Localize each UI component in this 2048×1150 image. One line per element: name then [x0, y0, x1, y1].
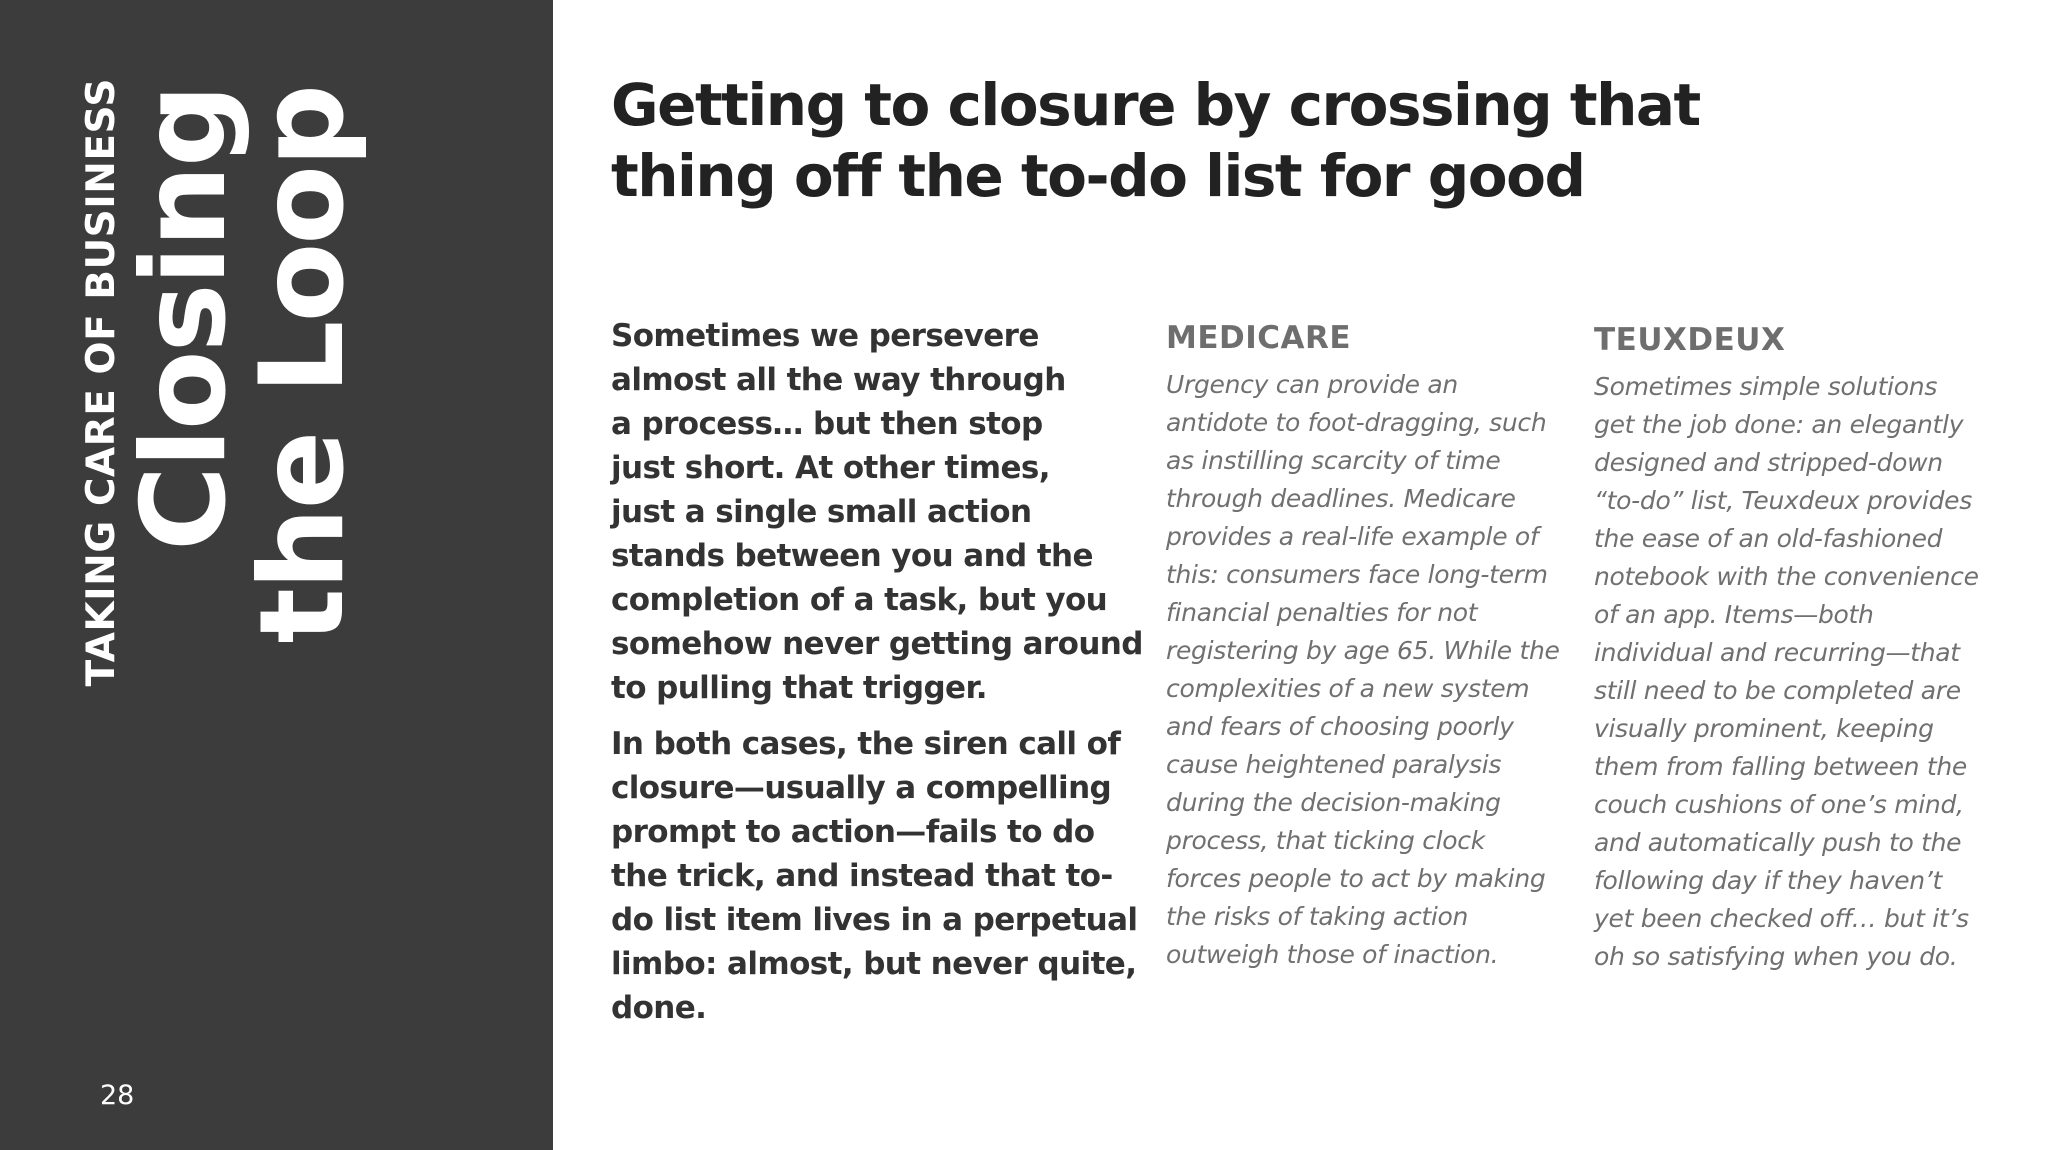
chapter-title-line: the Loop	[235, 86, 370, 644]
text-line: Sometimes simple solutions	[1594, 372, 1938, 401]
page-headline	[611, 70, 1711, 212]
chapter-title	[117, 86, 370, 644]
text-line: “to-do” list, Teuxdeux provides	[1594, 486, 1972, 515]
text-line: Urgency can provide an	[1166, 370, 1458, 399]
column-heading: TEUXDEUX	[1594, 322, 1786, 358]
text-line: individual and recurring—that	[1594, 638, 1960, 667]
headline-line: thing off the to-do list for good	[611, 142, 1585, 210]
sidebar-panel	[0, 0, 553, 1150]
text-line: just a single small action	[611, 494, 1032, 530]
text-line: and automatically push to the	[1594, 828, 1962, 857]
text-line: done.	[611, 990, 707, 1026]
text-line: antidote to foot-dragging, such	[1166, 408, 1547, 437]
text-line: process, that ticking clock	[1166, 826, 1485, 855]
text-line: a process… but then stop	[611, 406, 1043, 442]
rotated-title-wrap	[78, 78, 398, 688]
text-line: couch cushions of one’s mind,	[1594, 790, 1964, 819]
lead-paragraph	[611, 722, 1138, 1030]
chapter-title-line: Closing	[117, 86, 252, 552]
text-line: the trick, and instead that to-	[611, 858, 1113, 894]
text-line: during the decision-making	[1166, 788, 1501, 817]
text-line: the risks of taking action	[1166, 902, 1469, 931]
text-line: outweigh those of inaction.	[1166, 940, 1499, 969]
sidebar-title-block	[78, 78, 398, 688]
headline-line: Getting to closure by crossing that	[611, 71, 1700, 139]
text-line: cause heightened paralysis	[1166, 750, 1502, 779]
lead-paragraph	[611, 314, 1143, 710]
text-line: somehow never getting around	[611, 626, 1143, 662]
text-line: Sometimes we persevere	[611, 318, 1039, 354]
text-line: registering by age 65. While the	[1166, 636, 1560, 665]
text-line: through deadlines. Medicare	[1166, 484, 1516, 513]
column-heading: MEDICARE	[1166, 320, 1352, 356]
text-line: provides a real-life example of	[1166, 522, 1539, 551]
text-line: them from falling between the	[1594, 752, 1968, 781]
text-line: closure—usually a compelling	[611, 770, 1112, 806]
lead-text	[611, 314, 1143, 1042]
text-line: do list item lives in a perpetual	[611, 902, 1138, 938]
text-line: to pulling that trigger.	[611, 670, 987, 706]
text-line: get the job done: an elegantly	[1594, 410, 1964, 439]
text-line: the ease of an old-fashioned	[1594, 524, 1943, 553]
text-line: prompt to action—fails to do	[611, 814, 1095, 850]
text-line: and fears of choosing poorly	[1166, 712, 1514, 741]
text-line: forces people to act by making	[1166, 864, 1546, 893]
column-body	[1166, 366, 1560, 974]
text-line: financial penalties for not	[1166, 598, 1478, 627]
text-line: complexities of a new system	[1166, 674, 1530, 703]
text-line: following day if they haven’t	[1594, 866, 1942, 895]
text-line: still need to be completed are	[1594, 676, 1961, 705]
text-line: just short. At other times,	[611, 450, 1050, 486]
text-line: completion of a task, but you	[611, 582, 1108, 618]
text-line: notebook with the convenience	[1594, 562, 1979, 591]
text-line: this: consumers face long-term	[1166, 560, 1548, 589]
text-line: designed and stripped-down	[1594, 448, 1943, 477]
teuxdeux-column	[1594, 320, 1979, 976]
medicare-column	[1166, 318, 1560, 974]
text-line: stands between you and the	[611, 538, 1093, 574]
text-line: In both cases, the siren call of	[611, 726, 1121, 762]
text-line: limbo: almost, but never quite,	[611, 946, 1137, 982]
column-body	[1594, 368, 1979, 976]
page-number: 28	[100, 1080, 135, 1111]
section-kicker: TAKING CARE OF BUSINESS	[79, 78, 124, 687]
text-line: almost all the way through	[611, 362, 1066, 398]
text-line: of an app. Items—both	[1594, 600, 1874, 629]
text-line: oh so satisfying when you do.	[1594, 942, 1958, 971]
text-line: as instilling scarcity of time	[1166, 446, 1501, 475]
text-line: visually prominent, keeping	[1594, 714, 1934, 743]
text-line: yet been checked off… but it’s	[1594, 904, 1969, 933]
